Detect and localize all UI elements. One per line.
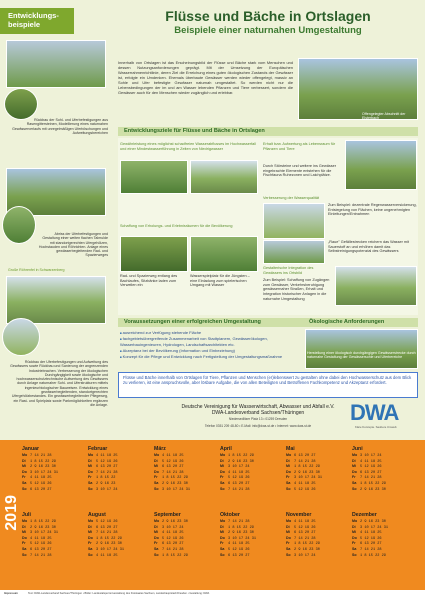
day-numbers: 5 12 19 26 <box>30 481 52 486</box>
month-name: August <box>88 512 106 518</box>
day-numbers: 6 13 20 27 <box>96 525 118 530</box>
day-numbers: 3 10 17 24 31 <box>162 487 191 492</box>
day-numbers: 3 10 17 24 <box>228 465 250 470</box>
day-numbers: 2 9 16 23 30 <box>360 487 386 492</box>
photo-left-4 <box>2 206 36 244</box>
day-numbers: 3 10 17 24 31 <box>294 476 323 481</box>
day-numbers: 4 11 18 25 <box>162 531 184 536</box>
goal-3: Verbesserung der Wasserqualität <box>263 196 319 200</box>
month-name: April <box>220 446 232 452</box>
weekday-label: Sa <box>220 480 225 485</box>
weekday-label: So <box>154 486 159 491</box>
day-numbers: 7 14 21 28 <box>96 470 118 475</box>
month-name: Februar <box>88 446 108 452</box>
day-numbers: 3 10 17 24 31 <box>30 470 59 475</box>
day-numbers: 2 9 16 23 30 <box>30 525 56 530</box>
weekday-label: Fr <box>286 541 290 546</box>
goal-2: Erhalt bzw. Aufwertung als Lebensraum für Pflanzen und Tiere <box>263 142 336 151</box>
day-numbers: 1 8 15 22 29 <box>360 553 386 558</box>
day-numbers: 4 11 18 25 <box>228 470 250 475</box>
weekday-label: Fr <box>88 475 92 480</box>
photo-goal-1 <box>120 160 188 194</box>
weekday-label: So <box>352 486 357 491</box>
day-numbers: 3 10 17 24 31 <box>96 547 125 552</box>
caption-left-3: Rückbau der Uferbefestigungen und Aufweitung des Gewässers sowie Rückbau und Sanierung der angrenzenden Industriebrachen. Verbesserung der ökologischen Durchgängigkeit sowie ökologische und hochwasserschutztechnische Aufwertung des Gewässers durch Anlage naturnaher Sohl- und Uferstrukturen mittels ingenieurbiologischer Bauweisen. Entwicklung eines gewässerbegleitenden, standortgerechten Ufergehölzbestandes. Ein gewässerbegleitender Pflegeweg, ein Rast- und Spielplatz sowie Parkmöglichkeiten ergänzen die Anlage. <box>10 360 108 407</box>
month-row <box>88 487 148 493</box>
day-numbers: 2 9 16 23 30 <box>294 547 320 552</box>
photo-left-6 <box>2 318 40 356</box>
month-2 <box>154 446 214 508</box>
day-numbers: 2 9 16 23 30 <box>228 459 254 464</box>
day-numbers: 6 13 20 27 <box>228 553 250 558</box>
goal-4: Schaffung von Erholungs- und Erlebnisräumen für die Bevölkerung <box>120 224 233 228</box>
section-voraussetzungen: Voraussetzungen einer erfolgreichen Umgestaltung <box>118 318 303 327</box>
weekday-label: Mi <box>154 464 158 469</box>
weekday-label: Mi <box>352 464 356 469</box>
day-numbers: 1 8 15 22 29 <box>228 525 254 530</box>
month-row <box>154 487 214 493</box>
weekday-label: Mi <box>154 530 158 535</box>
photo-goal-4 <box>120 236 188 272</box>
day-numbers: 5 12 19 26 <box>96 459 118 464</box>
month-row <box>220 487 280 493</box>
day-numbers: 2 9 16 23 30 <box>162 520 188 524</box>
weekday-label: Mo <box>220 453 226 457</box>
weekday-label: Do <box>154 469 159 474</box>
day-numbers: 4 11 18 25 <box>360 459 382 464</box>
weekday-label: Di <box>352 524 356 529</box>
footer <box>0 590 425 602</box>
day-numbers: 2 9 16 23 30 <box>30 465 56 470</box>
goal-4-detail: Rad- und Spazierweg entlang des Bachlaufes, Sitzbänke laden zum Verweilen ein <box>120 274 178 288</box>
weekday-label: Mi <box>286 530 290 535</box>
day-numbers: 7 14 21 28 <box>294 459 316 464</box>
weekday-label: Fr <box>88 541 92 546</box>
weekday-label: Do <box>220 535 225 540</box>
day-numbers: 4 11 18 25 <box>96 454 118 458</box>
day-numbers: 1 8 15 22 <box>96 476 116 481</box>
day-numbers: 7 14 21 28 <box>30 454 52 458</box>
weekday-label: Do <box>286 469 291 474</box>
month-8 <box>154 512 214 574</box>
day-numbers: 5 12 19 26 <box>162 536 184 541</box>
day-numbers: 7 14 21 28 <box>294 536 316 541</box>
summary-box: Flüsse und Bäche innerhalb von Ortslagen für Tiere, Pflanzen und Menschen (er)lebenswert zu gestalten ohne dabei den Hochwasserschutz aus dem Blick zu verlieren, ist eine anspruchsvolle, aber lösbare Aufgabe, die von allen Beteiligten und Betroffenen Fachkompetenz und Akzeptanz erfordert. <box>118 372 418 398</box>
day-numbers: 2 9 16 23 30 <box>96 542 122 547</box>
requirement-2: ■ fachgebietsübergreifende Zusammenarbeit von Stadtplanern, Gewässerökologen, Wasserbauingenieuren, Hydrologen, Landschaftsarchitekten etc. <box>120 336 302 348</box>
org-contact: Telefon 0351 209 48-80 • E-Mail: info@dwa-st.de • Internet: www.dwa-st.de <box>204 423 312 428</box>
day-numbers: 5 12 19 26 <box>228 547 250 552</box>
weekday-label: Mo <box>154 453 160 457</box>
weekday-label: Mo <box>220 519 226 523</box>
day-numbers: 6 13 20 27 <box>228 481 250 486</box>
month-name: März <box>154 446 166 452</box>
photo-goal-3b <box>263 240 325 264</box>
day-numbers: 4 11 18 25 <box>294 520 316 524</box>
org-address: Niedersedlitzer Platz 13 • 01259 Dresden <box>228 417 288 422</box>
day-numbers: 1 8 15 22 29 <box>228 454 254 458</box>
weekday-label: Mo <box>88 519 94 523</box>
day-numbers: 2 9 16 23 30 <box>228 531 254 536</box>
month-name: November <box>286 512 312 518</box>
weekday-label: Mo <box>22 453 28 457</box>
month-row <box>154 553 214 559</box>
dwa-logo: DWA <box>350 400 399 425</box>
month-name: Januar <box>22 446 40 452</box>
day-numbers: 5 12 19 26 <box>228 476 250 481</box>
org-sub: DWA-Landesverband Sachsen/Thüringen <box>211 410 305 417</box>
calendar-year: 2019 <box>3 495 20 531</box>
day-numbers: 7 14 21 28 <box>96 531 118 536</box>
day-numbers: 7 14 21 28 <box>228 487 250 492</box>
weekday-label: So <box>286 552 291 557</box>
eco-caption: Herstellung einer ökologisch durchgängigen Gewässerstrecke durch naturnahe Gestaltung der Gewässersohle und Uferbereiche <box>307 351 416 360</box>
section-tag-line-1: Entwicklungs- <box>8 11 59 20</box>
day-numbers: 6 13 20 27 <box>30 487 52 492</box>
page-subtitle: Beispiele einer naturnahen Umgestaltung <box>174 25 362 36</box>
day-numbers: 6 13 20 27 <box>360 542 382 547</box>
day-numbers: 1 8 15 22 29 <box>30 459 56 464</box>
month-row <box>286 487 346 493</box>
day-numbers: 2 9 16 23 30 <box>294 470 320 475</box>
weekday-label: Do <box>88 469 93 474</box>
day-numbers: 2 9 16 23 <box>96 481 116 486</box>
day-numbers: 1 8 15 22 29 <box>162 553 188 558</box>
photo-goal-4b <box>190 236 258 272</box>
calendar <box>0 440 425 590</box>
goal-5: Gestalterische Integration des Gewässers ins Ortsbild <box>263 266 314 275</box>
photo-goal-5 <box>335 266 417 306</box>
weekday-label: Sa <box>286 546 291 551</box>
weekday-label: Fr <box>286 475 290 480</box>
left-column <box>0 0 112 437</box>
month-row <box>88 553 148 559</box>
weekday-label: Do <box>154 535 159 540</box>
month-row <box>286 553 346 559</box>
day-numbers: 6 13 20 27 <box>162 542 184 547</box>
month-name: Juni <box>352 446 363 452</box>
day-numbers: 5 12 19 26 <box>294 487 316 492</box>
requirement-3: ■ Akzeptanz bei der Bevölkerung (Information und Einbeziehung) <box>120 348 302 354</box>
month-6 <box>22 512 82 574</box>
day-numbers: 2 9 16 23 30 <box>162 481 188 486</box>
caption-left-2-place: Große Röhrenfel in Schwarzenberg <box>8 268 65 272</box>
goal-1: Gewährleistung eines möglichst schadfreien Wasserabflusses im Hochwasserfall und einer Mindestwasserführung in Zeiten von Niedrigwasser <box>120 142 256 151</box>
footer-text: Text: DWA-Landesverband Sachsen/Thüringen • Bilder: Landestalsperrenverwaltung des Freistaates Sachsen, Landeshauptstadt Dresden • Gestaltung: DWA <box>28 592 210 595</box>
month-row <box>22 553 82 559</box>
weekday-label: Do <box>352 535 357 540</box>
month-name: Dezember <box>352 512 377 518</box>
weekday-label: Sa <box>352 480 357 485</box>
caption-left-2: Abriss der Uferbefestigungen und Gestaltung einer weiten flachen Talmulde mit standortgerechten Ufergehölzen, Hochstauden und Röhrichten. Anlage eines gewässerbegleitenden Rad- und Spazierweges <box>38 232 108 258</box>
weekday-label: So <box>88 552 93 557</box>
day-numbers: 4 11 18 25 <box>96 553 118 558</box>
day-numbers: 4 11 18 25 <box>360 531 382 536</box>
month-5 <box>352 446 412 508</box>
month-1 <box>88 446 148 508</box>
weekday-label: Mi <box>22 530 26 535</box>
weekday-label: Di <box>352 458 356 463</box>
weekday-label: Di <box>154 458 158 463</box>
day-numbers: 5 12 19 26 <box>294 525 316 530</box>
day-numbers: 7 14 21 28 <box>360 547 382 552</box>
weekday-label: Fr <box>220 475 224 480</box>
weekday-label: Do <box>286 535 291 540</box>
weekday-label: Do <box>22 469 27 474</box>
day-numbers: 1 8 15 22 29 <box>294 465 320 470</box>
day-numbers: 7 14 21 28 <box>30 553 52 558</box>
day-numbers: 6 13 20 27 <box>294 531 316 536</box>
weekday-label: Do <box>352 469 357 474</box>
weekday-label: Mi <box>22 464 26 469</box>
month-row <box>352 553 412 559</box>
day-numbers: 1 8 15 22 29 <box>162 476 188 481</box>
month-4 <box>286 446 346 508</box>
day-numbers: 4 11 18 25 <box>30 536 52 541</box>
day-numbers: 3 10 17 24 31 <box>30 531 59 536</box>
intro-text: Innerhalb von Ortslagen ist das Erscheinungsbild der Flüsse und Bäche stark vom Menschen und dessen Nutzungsanforderungen geprägt. Mit der Umsetzung der Europäischen Wasserrahmenrichtlinie, deren Ziel die Erreichung eines guten ökologischen Zustands der Gewässer ist, erfolgte ein Umdenken. Ehemals überbaute Gewässer werden wieder offengelegt, massiv an Sohle und Ufer befestigte Gewässer naturnah umgestaltet. So werden nicht nur die Lebensbedingungen der im und am Wasser lebenden Pflanzen und Tiere verbessert, sondern die Gewässer auch für den Menschen wieder zugänglich und erlebbar. <box>118 60 293 95</box>
caption-left-1: Rückbau der Sohl- und Uferbefestigungen aus Rasengittersteinen, Modellierung eines naturnahen Gewässerverlaufs mit unregelmäßigen Uferböschungen und Aufweitungsbereichen <box>12 118 108 135</box>
month-name: Oktober <box>220 512 240 518</box>
day-numbers: 5 12 19 26 <box>162 459 184 464</box>
weekday-label: Fr <box>22 475 26 480</box>
weekday-label: So <box>220 486 225 491</box>
weekday-label: So <box>352 552 357 557</box>
weekday-label: Di <box>22 458 26 463</box>
org-name: Deutsche Vereinigung für Wasserwirtschaft, Abwasser und Abfall e.V. <box>181 404 335 410</box>
day-numbers: 1 8 15 22 29 <box>294 542 320 547</box>
day-numbers: 6 13 20 27 <box>162 465 184 470</box>
weekday-label: Mo <box>88 453 94 457</box>
section-entwicklungsziele: Entwicklungsziele für Flüsse und Bäche in Ortslagen <box>118 127 418 136</box>
weekday-label: Do <box>220 469 225 474</box>
weekday-label: Mi <box>88 530 92 535</box>
day-numbers: 5 12 19 26 <box>360 536 382 541</box>
day-numbers: 2 9 16 23 30 <box>360 520 386 524</box>
weekday-label: Di <box>286 458 290 463</box>
weekday-label: Fr <box>154 475 158 480</box>
day-numbers: 3 10 17 24 31 <box>360 525 389 530</box>
photo-left-5 <box>6 276 106 324</box>
day-numbers: 6 13 20 27 <box>30 547 52 552</box>
weekday-label: So <box>22 486 27 491</box>
weekday-label: Sa <box>220 546 225 551</box>
requirement-1: ■ ausreichend zur Verfügung stehende Fläche <box>120 330 302 336</box>
photo-goal-2 <box>345 140 417 190</box>
month-10 <box>286 512 346 574</box>
day-numbers: 1 8 15 22 29 <box>30 520 56 524</box>
weekday-label: Sa <box>88 546 93 551</box>
month-0 <box>22 446 82 508</box>
day-numbers: 3 10 17 24 31 <box>228 536 257 541</box>
day-numbers: 3 10 17 24 <box>294 553 316 558</box>
weekday-label: Mo <box>22 519 28 523</box>
day-numbers: 4 11 18 25 <box>162 454 184 458</box>
month-9 <box>220 512 280 574</box>
day-numbers: 7 14 21 28 <box>360 476 382 481</box>
photo-goal-3 <box>263 203 325 239</box>
month-name: Mai <box>286 446 295 452</box>
month-11 <box>352 512 412 574</box>
weekday-label: Mo <box>154 519 160 523</box>
weekday-label: So <box>154 552 159 557</box>
weekday-label: Di <box>286 524 290 529</box>
goal-5-detail: Zum Beispiel: Schaffung von Zugängen zum Gewässer, Verkehrsberuhigung gewässernaher Straßen, Erhalt und Integration historischer Anlagen in die naturnahe Umgestaltung <box>263 278 330 301</box>
weekday-label: Di <box>220 458 224 463</box>
weekday-label: Mi <box>88 464 92 469</box>
day-numbers: 1 8 15 22 29 <box>360 481 386 486</box>
weekday-label: Mo <box>286 453 292 457</box>
month-row <box>352 487 412 493</box>
page-title: Flüsse und Bäche in Ortslagen <box>165 8 371 24</box>
weekday-label: Fr <box>154 541 158 546</box>
day-numbers: 1 8 15 22 29 <box>96 536 122 541</box>
organization-info <box>148 404 368 429</box>
day-numbers: 7 14 21 28 <box>162 547 184 552</box>
month-name: September <box>154 512 181 518</box>
weekday-label: Mo <box>286 519 292 523</box>
weekday-label: So <box>88 486 93 491</box>
weekday-label: Fr <box>352 475 356 480</box>
month-7 <box>88 512 148 574</box>
weekday-label: Sa <box>22 546 27 551</box>
weekday-label: Di <box>154 524 158 529</box>
weekday-label: Sa <box>22 480 27 485</box>
section-tag-line-2: beispiele <box>8 20 41 29</box>
weekday-label: Di <box>22 524 26 529</box>
day-numbers: 6 13 20 27 <box>294 454 316 458</box>
weekday-label: Fr <box>352 541 356 546</box>
day-numbers: 7 14 21 28 <box>228 520 250 524</box>
day-numbers: 3 10 17 24 <box>360 454 382 458</box>
weekday-label: Di <box>220 524 224 529</box>
photo-goal-1b <box>190 160 258 194</box>
weekday-label: So <box>220 552 225 557</box>
weekday-label: So <box>286 486 291 491</box>
month-name: Juli <box>22 512 31 518</box>
weekday-label: So <box>22 552 27 557</box>
weekday-label: Di <box>88 524 92 529</box>
month-row <box>22 487 82 493</box>
weekday-label: Mi <box>286 464 290 469</box>
day-numbers: 4 11 18 25 <box>294 481 316 486</box>
day-numbers: 4 11 18 25 <box>228 542 250 547</box>
day-numbers: 5 12 19 26 <box>360 465 382 470</box>
dwa-logo-sub: Klare Konzepte. Saubere Umwelt. <box>355 425 398 429</box>
photo-top-right <box>298 58 418 120</box>
goal-2-detail: Durch Störsteine und weitere ins Gewässer eingebrachte Elemente entstehen für die Fischfauna Ruhezonen und Laichplätze. <box>263 164 337 178</box>
weekday-label: Fr <box>220 541 224 546</box>
month-3 <box>220 446 280 508</box>
day-numbers: 4 11 18 25 <box>30 476 52 481</box>
day-numbers: 5 12 19 26 <box>96 520 118 524</box>
footer-label: Impressum <box>4 592 18 595</box>
photo-left-2 <box>4 88 38 120</box>
requirement-4: ■ Konzept für die Pflege und Entwicklung nach Fertigstellung der Umgestaltungsmaßnahme <box>120 354 302 360</box>
weekday-label: Sa <box>154 546 159 551</box>
month-row <box>220 553 280 559</box>
weekday-label: Mi <box>220 464 224 469</box>
day-numbers: 3 10 17 24 <box>96 487 118 492</box>
day-numbers: 6 13 20 27 <box>96 465 118 470</box>
weekday-label: Sa <box>154 480 159 485</box>
photo-left-1 <box>6 40 106 88</box>
weekday-label: Fr <box>22 541 26 546</box>
weekday-label: Sa <box>352 546 357 551</box>
weekday-label: Mi <box>220 530 224 535</box>
photo-top-right-caption: Offengelegter Abschnitt der Elsterbach <box>362 112 406 121</box>
goal-4-detail-2: Wasserspielplatz für die Jüngsten – eine Einladung zum spielerischen Umgang mit Wasser <box>190 274 250 288</box>
requirements-list <box>120 330 302 360</box>
goal-3-detail: Zum Beispiel: dezentrale Regenwasserversickerung, Entsiegelung von Flächen, keine ungenehmigten Einleitungen/Entnahmen <box>328 203 417 217</box>
section-tag <box>0 8 74 34</box>
section-oekologisch: Ökologische Anforderungen <box>303 318 418 327</box>
photo-oekologisch <box>305 329 418 369</box>
weekday-label: Do <box>22 535 27 540</box>
weekday-label: Mo <box>352 519 358 523</box>
weekday-label: Mo <box>352 453 358 457</box>
weekday-label: Di <box>88 458 92 463</box>
goal-3-detail-2: „Raue" Gefällestrecken reichern das Wasser mit Sauerstoff an und erhöhen damit das Selbstreinigungspotenzial des Gewässers <box>328 240 409 254</box>
day-numbers: 7 14 21 28 <box>162 470 184 475</box>
day-numbers: 3 10 17 24 <box>162 525 184 530</box>
weekday-label: Do <box>88 535 93 540</box>
weekday-label: Sa <box>88 480 93 485</box>
day-numbers: 5 12 19 26 <box>30 542 52 547</box>
weekday-label: Mi <box>352 530 356 535</box>
weekday-label: Sa <box>286 480 291 485</box>
day-numbers: 6 13 20 27 <box>360 470 382 475</box>
